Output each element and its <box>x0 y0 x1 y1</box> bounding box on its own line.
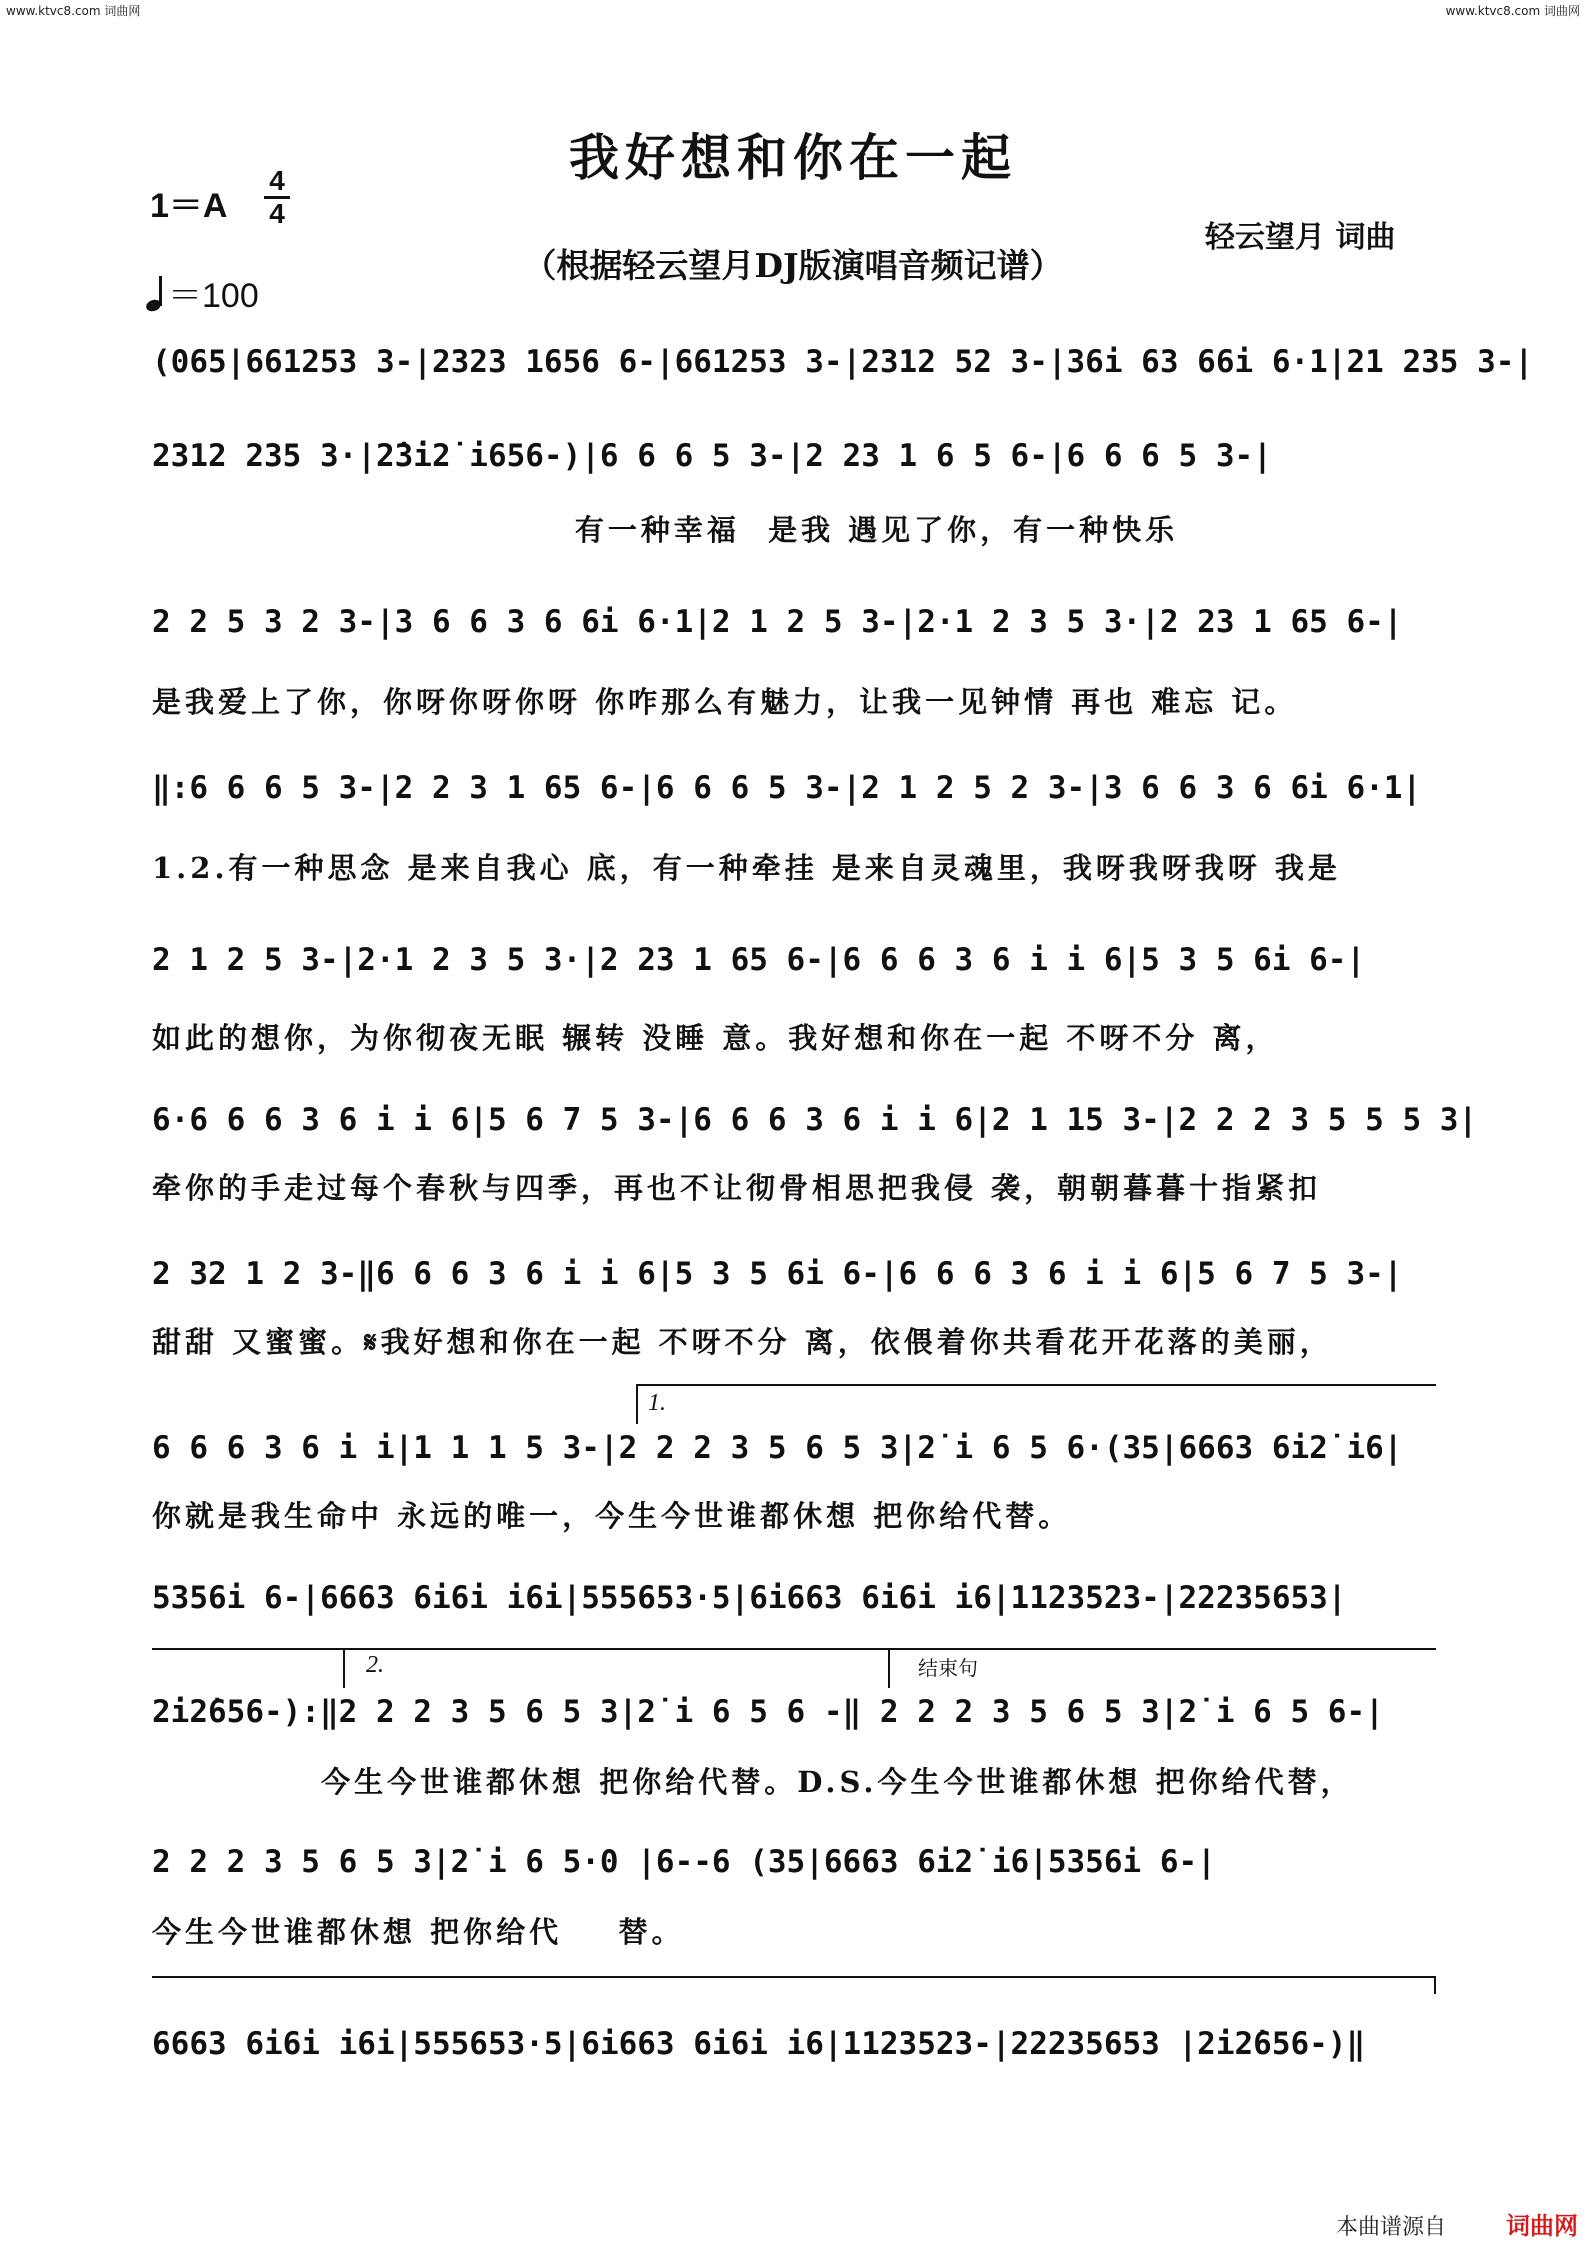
lyric-line-5: 如此的想你，为你彻夜无眠 辗转 没睡 意。我好想和你在一起 不呀不分 离， <box>152 1021 1279 1055</box>
site-watermark-right: www.ktvc8.com 词曲网 <box>1445 4 1580 18</box>
score-line-4: ‖:6 6 6 5 3-|2 2 3 1 65 6-|6 6 6 5 3-|2 1 2 5 2 3-|3 6 6 3 6 6i 6·1| <box>152 770 1422 806</box>
score-line-11: 2 2 2 3 5 6 5 3|2̇ i 6 5·0 |6--6 (35|6663 6i2̇ i6|5356i 6-| <box>152 1844 1216 1880</box>
lyric-line-6: 牵你的手走过每个春秋与四季，再也不让彻骨相思把我侵 袭，朝朝暮暮十指紧扣 <box>152 1171 1322 1205</box>
lyric-line-4: 1.2.有一种思念 是来自我心 底，有一种牵挂 是来自灵魂里，我呀我呀我呀 我是 <box>152 851 1341 885</box>
volta-1-label: 1. <box>648 1390 666 1416</box>
lyric-line-7: 甜甜 又蜜蜜。𝄋我好想和你在一起 不呀不分 离，依偎着你共看花开花落的美丽， <box>152 1325 1333 1359</box>
ending-edge <box>888 1648 890 1688</box>
song-subtitle: （根据轻云望月DJ版演唱音频记谱） <box>523 246 1063 285</box>
score-line-5: 2 1 2 5 3-|2·1 2 3 5 3·|2 23 1 65 6-|6 6 6 3 6 i i 6|5 3 5 6i 6-| <box>152 942 1366 978</box>
footer-site-logo: 词曲网 <box>1506 2212 1578 2240</box>
score-line-9: 5356i 6-|6663 6i6i i6i|555653·5|6i663 6i6i i6|1123523-|22235653| <box>152 1580 1347 1616</box>
song-title: 我好想和你在一起 <box>569 128 1017 187</box>
volta-2-label: 2. <box>366 1652 384 1678</box>
score-line-3: 2 2 5 3 2 3-|3 6 6 3 6 6i 6·1|2 1 2 5 3-|2·1 2 3 5 3·|2 23 1 65 6-| <box>152 604 1403 640</box>
score-line-10: 2̇i2̇656-):‖2 2 2 3 5 6 5 3|2̇ i 6 5 6 -‖ 2 2 2 3 5 6 5 3|2̇ i 6 5 6-| <box>152 1694 1384 1730</box>
lyric-line-11: 今生今世谁都休想 把你给代 替。 <box>152 1915 685 1949</box>
closing-bracket-edge <box>1434 1976 1436 1994</box>
lyric-line-2: 有一种幸福 是我 遇见了你，有一种快乐 <box>152 513 1179 547</box>
volta-1-edge <box>636 1384 638 1424</box>
score-line-6: 6·6 6 6 3 6 i i 6|5 6 7 5 3-|6 6 6 3 6 i i 6|2 1 15 3-|2 2 2 3 5 5 5 3| <box>152 1102 1478 1138</box>
volta-1-line <box>636 1384 1436 1386</box>
lyric-line-10: 今生今世谁都休想 把你给代替。D.S.今生今世谁都休想 把你给代替， <box>152 1765 1354 1799</box>
score-line-1: (065|661253 3-|2323 1656 6-|661253 3-|2312 52 3-|36i 63 66i 6·1|21 235 3-| <box>152 344 1534 380</box>
score-line-2: 2312 235 3·|2̇3̇i2̇ i656-)|6 6 6 5 3-|2 23 1 6 5 6-|6 6 6 5 3-| <box>152 438 1272 474</box>
time-signature-top: 4 <box>269 165 285 196</box>
time-signature <box>262 166 292 229</box>
closing-bracket-line <box>152 1976 1436 1978</box>
tempo-value: ＝100 <box>168 277 259 315</box>
score-line-8: 6 6 6 3 6 i i|1 1 1 5 3-|2 2 2 3 5 6 5 3|2̇ i 6 5 6·(35|6663 6i2̇ i6| <box>152 1430 1403 1466</box>
score-line-12: 6663 6i6i i6i|555653·5|6i663 6i6i i6|1123523-|22235653 |2̇i2̇656-)‖ <box>152 2026 1366 2062</box>
composer-credit: 轻云望月 词曲 <box>1205 220 1396 255</box>
volta-2-edge <box>343 1648 345 1688</box>
site-watermark-left: www.ktvc8.com 词曲网 <box>6 4 141 18</box>
footer-source-text: 本曲谱源自 <box>1335 2215 1446 2240</box>
ending-label: 结束句 <box>918 1656 978 1680</box>
lyric-line-8: 你就是我生命中 永远的唯一，今生今世谁都休想 把你给代替。 <box>152 1499 1072 1533</box>
lyric-line-3: 是我爱上了你，你呀你呀你呀 你咋那么有魅力，让我一见钟情 再也 难忘 记。 <box>152 685 1298 719</box>
score-line-7: 2 32 1 2 3-‖6 6 6 3 6 i i 6|5 3 5 6i 6-|6 6 6 3 6 i i 6|5 6 7 5 3-| <box>152 1256 1403 1292</box>
key-signature: 1＝A <box>150 187 228 225</box>
time-signature-bottom: 4 <box>269 198 285 229</box>
